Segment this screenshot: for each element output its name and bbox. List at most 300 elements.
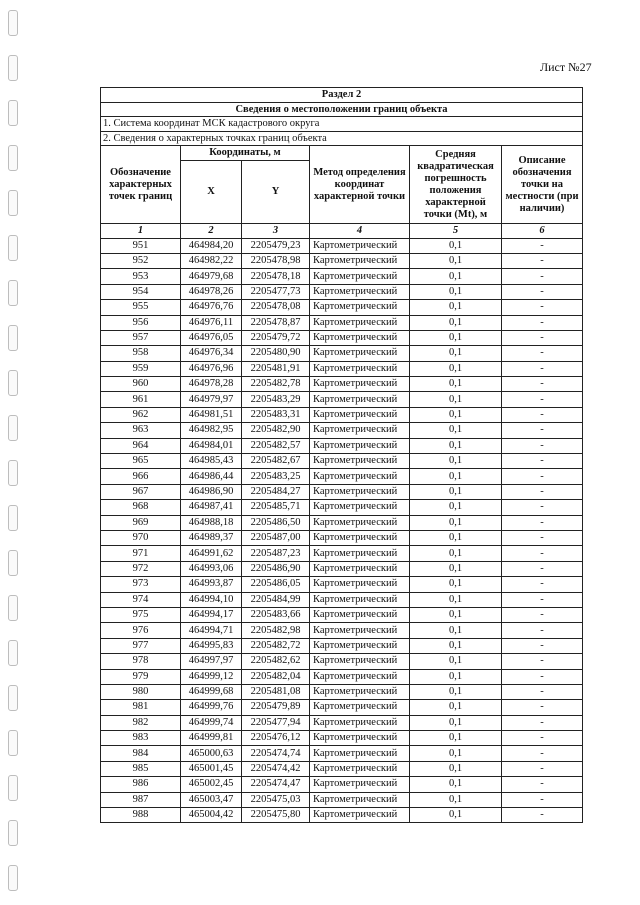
table-row [101,607,583,622]
binder-hole [8,280,18,306]
table-row [101,315,583,330]
description-cell: - [502,315,583,330]
x-coordinate-cell: 464979,68 [181,269,242,284]
description-cell: - [502,561,583,576]
x-coordinate-cell: 464999,81 [181,731,242,746]
error-cell: 0,1 [410,700,502,715]
point-number-cell: 960 [101,377,181,392]
binder-hole [8,145,18,171]
x-coordinate-cell: 464994,10 [181,592,242,607]
y-coordinate-cell: 2205484,27 [242,484,310,499]
table-row [101,669,583,684]
binder-hole [8,640,18,666]
x-coordinate-cell: 464999,12 [181,669,242,684]
point-number-cell: 974 [101,592,181,607]
table-row [101,469,583,484]
table-row [101,407,583,422]
method-cell: Картометрический [310,330,410,345]
table-row [101,392,583,407]
y-coordinate-cell: 2205482,72 [242,638,310,653]
y-coordinate-cell: 2205486,50 [242,515,310,530]
description-cell: - [502,469,583,484]
point-number-cell: 983 [101,731,181,746]
table-row [101,592,583,607]
x-coordinate-cell: 464985,43 [181,454,242,469]
y-coordinate-cell: 2205483,31 [242,407,310,422]
y-coordinate-cell: 2205481,08 [242,684,310,699]
error-cell: 0,1 [410,377,502,392]
column-number: 6 [502,223,583,238]
table-row [101,284,583,299]
error-cell: 0,1 [410,269,502,284]
y-coordinate-cell: 2205481,91 [242,361,310,376]
table-row [101,484,583,499]
description-cell: - [502,638,583,653]
description-cell: - [502,546,583,561]
y-coordinate-cell: 2205485,71 [242,500,310,515]
binder-hole [8,55,18,81]
description-cell: - [502,361,583,376]
header-error: Средняя квадратическая погрешность положения характерной точки (Mt), м [410,146,502,224]
table-row [101,777,583,792]
method-cell: Картометрический [310,269,410,284]
error-cell: 0,1 [410,715,502,730]
error-cell: 0,1 [410,592,502,607]
table-row [101,638,583,653]
error-cell: 0,1 [410,438,502,453]
binder-hole [8,820,18,846]
binder-hole [8,100,18,126]
x-coordinate-cell: 465004,42 [181,808,242,823]
y-coordinate-cell: 2205479,89 [242,700,310,715]
description-cell: - [502,715,583,730]
method-cell: Картометрический [310,300,410,315]
x-coordinate-cell: 464997,97 [181,654,242,669]
description-cell: - [502,253,583,268]
y-coordinate-cell: 2205475,03 [242,792,310,807]
description-cell: - [502,808,583,823]
x-coordinate-cell: 464982,95 [181,423,242,438]
point-number-cell: 959 [101,361,181,376]
description-cell: - [502,592,583,607]
method-cell: Картометрический [310,284,410,299]
description-cell: - [502,731,583,746]
y-coordinate-cell: 2205477,94 [242,715,310,730]
description-cell: - [502,392,583,407]
method-cell: Картометрический [310,746,410,761]
method-cell: Картометрический [310,761,410,776]
table-row [101,761,583,776]
point-number-cell: 962 [101,407,181,422]
binder-hole [8,415,18,441]
point-number-cell: 977 [101,638,181,653]
table-row [101,330,583,345]
description-cell: - [502,423,583,438]
point-number-cell: 975 [101,607,181,622]
error-cell: 0,1 [410,238,502,253]
binder-hole [8,460,18,486]
error-cell: 0,1 [410,484,502,499]
method-cell: Картометрический [310,346,410,361]
y-coordinate-cell: 2205483,66 [242,607,310,622]
x-coordinate-cell: 464989,37 [181,530,242,545]
description-cell: - [502,484,583,499]
point-number-cell: 985 [101,761,181,776]
method-cell: Картометрический [310,515,410,530]
error-cell: 0,1 [410,515,502,530]
points-info-line: 2. Сведения о характерных точках границ объекта [101,131,583,146]
error-cell: 0,1 [410,361,502,376]
y-coordinate-cell: 2205487,23 [242,546,310,561]
table-row [101,269,583,284]
point-number-cell: 969 [101,515,181,530]
y-coordinate-cell: 2205474,74 [242,746,310,761]
point-number-cell: 973 [101,577,181,592]
x-coordinate-cell: 465003,47 [181,792,242,807]
description-cell: - [502,377,583,392]
binder-hole [8,865,18,891]
x-coordinate-cell: 464988,18 [181,515,242,530]
point-number-cell: 967 [101,484,181,499]
method-cell: Картометрический [310,484,410,499]
point-number-cell: 971 [101,546,181,561]
point-number-cell: 963 [101,423,181,438]
y-coordinate-cell: 2205476,12 [242,731,310,746]
description-cell: - [502,577,583,592]
method-cell: Картометрический [310,577,410,592]
error-cell: 0,1 [410,792,502,807]
description-cell: - [502,300,583,315]
error-cell: 0,1 [410,423,502,438]
error-cell: 0,1 [410,761,502,776]
x-coordinate-cell: 464976,11 [181,315,242,330]
method-cell: Картометрический [310,561,410,576]
table-row [101,253,583,268]
error-cell: 0,1 [410,284,502,299]
table-row [101,546,583,561]
description-cell: - [502,654,583,669]
point-number-cell: 981 [101,700,181,715]
description-cell: - [502,454,583,469]
method-cell: Картометрический [310,808,410,823]
method-cell: Картометрический [310,700,410,715]
header-x: X [181,160,242,223]
x-coordinate-cell: 464987,41 [181,500,242,515]
x-coordinate-cell: 465001,45 [181,761,242,776]
error-cell: 0,1 [410,407,502,422]
y-coordinate-cell: 2205483,25 [242,469,310,484]
y-coordinate-cell: 2205482,57 [242,438,310,453]
point-number-cell: 964 [101,438,181,453]
point-number-cell: 968 [101,500,181,515]
y-coordinate-cell: 2205480,90 [242,346,310,361]
point-number-cell: 955 [101,300,181,315]
description-cell: - [502,346,583,361]
table-row [101,715,583,730]
description-cell: - [502,500,583,515]
table-row [101,361,583,376]
point-number-cell: 961 [101,392,181,407]
y-coordinate-cell: 2205474,47 [242,777,310,792]
table-row [101,238,583,253]
error-cell: 0,1 [410,623,502,638]
point-number-cell: 954 [101,284,181,299]
method-cell: Картометрический [310,684,410,699]
column-number: 5 [410,223,502,238]
header-method: Метод определения координат характерной точки [310,146,410,224]
x-coordinate-cell: 464991,62 [181,546,242,561]
column-number: 1 [101,223,181,238]
column-number: 4 [310,223,410,238]
method-cell: Картометрический [310,407,410,422]
error-cell: 0,1 [410,777,502,792]
point-number-cell: 957 [101,330,181,345]
binder-hole [8,325,18,351]
method-cell: Картометрический [310,438,410,453]
binder-holes [8,0,22,905]
description-cell: - [502,515,583,530]
method-cell: Картометрический [310,530,410,545]
y-coordinate-cell: 2205479,72 [242,330,310,345]
y-coordinate-cell: 2205482,98 [242,623,310,638]
point-number-cell: 980 [101,684,181,699]
x-coordinate-cell: 464999,68 [181,684,242,699]
y-coordinate-cell: 2205482,78 [242,377,310,392]
description-cell: - [502,284,583,299]
description-cell: - [502,777,583,792]
error-cell: 0,1 [410,561,502,576]
error-cell: 0,1 [410,530,502,545]
point-number-cell: 958 [101,346,181,361]
y-coordinate-cell: 2205482,62 [242,654,310,669]
method-cell: Картометрический [310,623,410,638]
point-number-cell: 970 [101,530,181,545]
table-row [101,684,583,699]
error-cell: 0,1 [410,731,502,746]
x-coordinate-cell: 464995,83 [181,638,242,653]
y-coordinate-cell: 2205486,90 [242,561,310,576]
coordinate-system-line: 1. Система координат МСК кадастрового округа [101,117,583,132]
y-coordinate-cell: 2205482,04 [242,669,310,684]
description-cell: - [502,700,583,715]
error-cell: 0,1 [410,469,502,484]
header-y: Y [242,160,310,223]
point-number-cell: 984 [101,746,181,761]
description-cell: - [502,607,583,622]
error-cell: 0,1 [410,577,502,592]
description-cell: - [502,330,583,345]
method-cell: Картометрический [310,238,410,253]
y-coordinate-cell: 2205478,98 [242,253,310,268]
point-number-cell: 965 [101,454,181,469]
header-coordinates: Координаты, м [181,146,310,161]
x-coordinate-cell: 464984,20 [181,238,242,253]
error-cell: 0,1 [410,684,502,699]
y-coordinate-cell: 2205484,99 [242,592,310,607]
y-coordinate-cell: 2205477,73 [242,284,310,299]
x-coordinate-cell: 464976,96 [181,361,242,376]
x-coordinate-cell: 464978,28 [181,377,242,392]
method-cell: Картометрический [310,361,410,376]
table-row [101,746,583,761]
x-coordinate-cell: 464993,87 [181,577,242,592]
x-coordinate-cell: 464993,06 [181,561,242,576]
table-row [101,346,583,361]
point-number-cell: 978 [101,654,181,669]
description-cell: - [502,269,583,284]
method-cell: Картометрический [310,546,410,561]
method-cell: Картометрический [310,315,410,330]
error-cell: 0,1 [410,607,502,622]
binder-hole [8,370,18,396]
binder-hole [8,550,18,576]
table-row [101,700,583,715]
point-number-cell: 987 [101,792,181,807]
point-number-cell: 986 [101,777,181,792]
table-row [101,300,583,315]
y-coordinate-cell: 2205487,00 [242,530,310,545]
table-row [101,623,583,638]
error-cell: 0,1 [410,253,502,268]
error-cell: 0,1 [410,654,502,669]
y-coordinate-cell: 2205482,67 [242,454,310,469]
method-cell: Картометрический [310,392,410,407]
description-cell: - [502,792,583,807]
column-number: 2 [181,223,242,238]
point-number-cell: 956 [101,315,181,330]
error-cell: 0,1 [410,300,502,315]
method-cell: Картометрический [310,607,410,622]
x-coordinate-cell: 464981,51 [181,407,242,422]
binder-hole [8,730,18,756]
error-cell: 0,1 [410,500,502,515]
x-coordinate-cell: 464976,34 [181,346,242,361]
table-row [101,808,583,823]
x-coordinate-cell: 465002,45 [181,777,242,792]
description-cell: - [502,761,583,776]
x-coordinate-cell: 464999,74 [181,715,242,730]
table-row [101,577,583,592]
y-coordinate-cell: 2205482,90 [242,423,310,438]
method-cell: Картометрический [310,715,410,730]
description-cell: - [502,438,583,453]
error-cell: 0,1 [410,454,502,469]
method-cell: Картометрический [310,500,410,515]
x-coordinate-cell: 464986,90 [181,484,242,499]
description-cell: - [502,746,583,761]
sheet-number: Лист №27 [540,60,592,74]
method-cell: Картометрический [310,469,410,484]
description-cell: - [502,238,583,253]
x-coordinate-cell: 464976,05 [181,330,242,345]
error-cell: 0,1 [410,746,502,761]
x-coordinate-cell: 464976,76 [181,300,242,315]
error-cell: 0,1 [410,330,502,345]
boundary-points-table [100,87,583,823]
x-coordinate-cell: 464994,17 [181,607,242,622]
point-number-cell: 952 [101,253,181,268]
table-row [101,530,583,545]
binder-hole [8,505,18,531]
x-coordinate-cell: 464999,76 [181,700,242,715]
description-cell: - [502,623,583,638]
y-coordinate-cell: 2205474,42 [242,761,310,776]
method-cell: Картометрический [310,792,410,807]
binder-hole [8,10,18,36]
description-cell: - [502,684,583,699]
table-row [101,423,583,438]
point-number-cell: 966 [101,469,181,484]
point-number-cell: 988 [101,808,181,823]
table-row [101,561,583,576]
point-number-cell: 979 [101,669,181,684]
table-row [101,731,583,746]
method-cell: Картометрический [310,423,410,438]
binder-hole [8,235,18,261]
y-coordinate-cell: 2205483,29 [242,392,310,407]
binder-hole [8,190,18,216]
error-cell: 0,1 [410,638,502,653]
description-cell: - [502,530,583,545]
point-number-cell: 951 [101,238,181,253]
method-cell: Картометрический [310,654,410,669]
table-row [101,377,583,392]
x-coordinate-cell: 464978,26 [181,284,242,299]
error-cell: 0,1 [410,808,502,823]
table-row [101,515,583,530]
error-cell: 0,1 [410,315,502,330]
method-cell: Картометрический [310,454,410,469]
binder-hole [8,595,18,621]
method-cell: Картометрический [310,253,410,268]
section-subtitle: Сведения о местоположении границ объекта [101,102,583,117]
method-cell: Картометрический [310,592,410,607]
table-row [101,438,583,453]
point-number-cell: 976 [101,623,181,638]
point-number-cell: 972 [101,561,181,576]
y-coordinate-cell: 2205478,87 [242,315,310,330]
error-cell: 0,1 [410,669,502,684]
y-coordinate-cell: 2205479,23 [242,238,310,253]
x-coordinate-cell: 465000,63 [181,746,242,761]
error-cell: 0,1 [410,546,502,561]
binder-hole [8,775,18,801]
error-cell: 0,1 [410,392,502,407]
x-coordinate-cell: 464982,22 [181,253,242,268]
x-coordinate-cell: 464984,01 [181,438,242,453]
method-cell: Картометрический [310,377,410,392]
x-coordinate-cell: 464994,71 [181,623,242,638]
description-cell: - [502,407,583,422]
method-cell: Картометрический [310,731,410,746]
method-cell: Картометрический [310,669,410,684]
header-description: Описание обозначения точки на местности (при наличии) [502,146,583,224]
table-row [101,454,583,469]
table-row [101,500,583,515]
header-point: Обозначение характерных точек границ [101,146,181,224]
y-coordinate-cell: 2205478,08 [242,300,310,315]
method-cell: Картометрический [310,777,410,792]
y-coordinate-cell: 2205478,18 [242,269,310,284]
method-cell: Картометрический [310,638,410,653]
point-number-cell: 982 [101,715,181,730]
column-number: 3 [242,223,310,238]
description-cell: - [502,669,583,684]
binder-hole [8,685,18,711]
table-row [101,792,583,807]
table-body [101,238,583,823]
error-cell: 0,1 [410,346,502,361]
